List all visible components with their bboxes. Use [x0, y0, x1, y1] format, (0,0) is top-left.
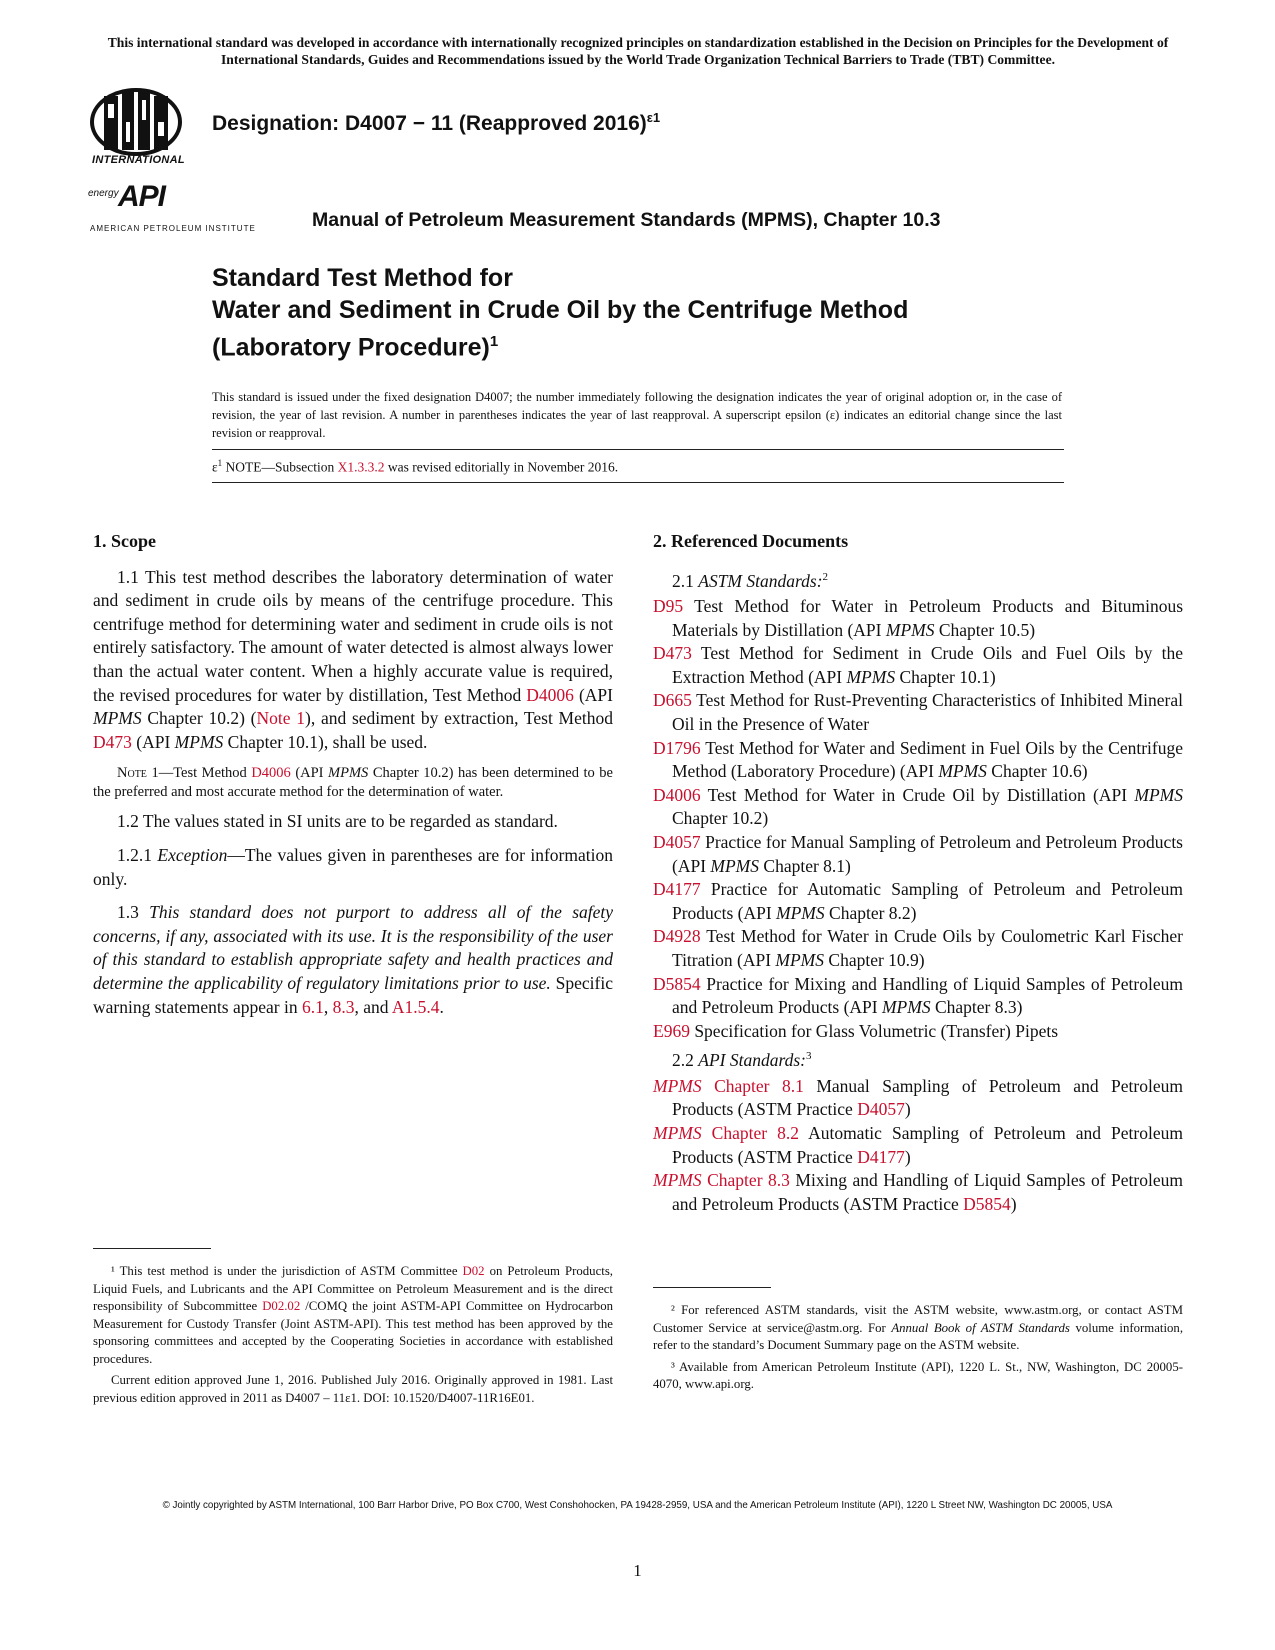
section-6-1-link[interactable]: 6.1 — [301, 996, 324, 1017]
astm-reference-item: D4177 Practice for Automatic Sampling of Petroleum and Petroleum Products (API MPMS Chapter 8.2) — [653, 879, 1183, 923]
left-column — [93, 530, 613, 1019]
astm-standards-label: 2.1 ASTM Standards:$^2$ — [672, 570, 829, 591]
title-line-3 — [212, 326, 1112, 363]
issuance-statement: This standard is issued under the fixed designation D4007; the number immediately following the designation indicates the year of original adoption or, in the case of revision, the year of last revision. A number in parentheses indicates the year of last reapproval. A superscript epsilon (ε) indicates an editorial change since the last revision or reapproval. — [212, 390, 1062, 440]
designation-epsilon: ε1 — [646, 110, 661, 125]
title-line-2: Water and Sediment in Crude Oil by the Centrifuge Method — [212, 296, 909, 324]
referenced-documents-heading: 2. Referenced Documents — [653, 531, 849, 551]
astm-reference-item: D4006 Test Method for Water in Crude Oil by Distillation (API MPMS Chapter 10.2) — [653, 784, 1183, 829]
footnote-rule — [93, 1248, 211, 1249]
astm-reference-list — [653, 595, 1183, 1043]
mpms-chapter: Manual of Petroleum Measurement Standards (MPMS), Chapter 10.3 — [312, 209, 941, 231]
api-reference-item: MPMS Chapter 8.3 Mixing and Handling of Liquid Samples of Petroleum and Petroleum Products (ASTM Practice D5854) — [653, 1170, 1183, 1214]
designation-text: Designation: D4007 − 11 (Reapproved 2016) — [212, 112, 647, 135]
astm-reference-item: D473 Test Method for Sediment in Crude Oils and Fuel Oils by the Extraction Method (API MPMS Chapter 10.1) — [653, 643, 1183, 687]
footnotes-left — [93, 1248, 613, 1407]
divider — [212, 482, 1064, 483]
page-number: 1 — [633, 1561, 642, 1580]
footnote-2: ² For referenced ASTM standards, visit the ASTM website, www.astm.org, or contact ASTM Customer Service at service@astm.org. For Annual Book of ASTM Standards volume information, refer to the standard’s Document Summary page on the ASTM website. — [653, 1303, 1184, 1352]
astm-reference-item: D95 Test Method for Water in Petroleum Products and Bituminous Materials by Distillation (API MPMS Chapter 10.5) — [653, 596, 1183, 640]
para-1-3: 1.3 This standard does not purport to address all of the safety concerns, if any, associated with its use. It is the responsibility of the user of this standard to establish appropriate safety and health practices and determine the applicability of regulatory limitations prior to use. Specific warning statements appear in 6.1, 8.3, and A1.5.4. — [93, 902, 614, 1017]
api-wordmark: API — [118, 180, 166, 213]
page-title — [212, 262, 1112, 363]
right-column — [653, 530, 1183, 1216]
api-subtitle: AMERICAN PETROLEUM INSTITUTE — [90, 224, 256, 233]
astm-practice-link[interactable]: D5854 — [963, 1193, 1011, 1214]
footnote-rule — [653, 1287, 771, 1288]
reference-code-link[interactable]: E969 — [653, 1020, 690, 1041]
d4006-link[interactable]: D4006 — [526, 684, 574, 705]
section-8-3-link[interactable]: 8.3 — [332, 996, 355, 1017]
reference-code-link[interactable]: D4177 — [653, 879, 701, 900]
astm-logo — [88, 82, 200, 178]
astm-reference-item: D5854 Practice for Mixing and Handling of Liquid Samples of Petroleum and Petroleum Products (API MPMS Chapter 8.3) — [653, 973, 1183, 1018]
reference-code-link[interactable]: D473 — [653, 643, 692, 664]
title-footnote-ref: 1 — [489, 333, 499, 350]
astm-reference-item: D665 Test Method for Rust-Preventing Characteristics of Inhibited Mineral Oil in the Presence of Water — [653, 690, 1183, 734]
eps-sup: 1 — [217, 458, 223, 468]
reference-code-link[interactable]: D4006 — [653, 784, 701, 805]
note-1-link[interactable]: Note 1 — [256, 708, 306, 729]
d473-link[interactable]: D473 — [93, 731, 132, 752]
footnotes-right — [653, 1287, 1183, 1394]
astm-logo-text: INTERNATIONAL — [92, 154, 185, 166]
eps-note-text-end: was revised editorially in November 2016. — [384, 459, 619, 475]
footnote-3: ³ Available from American Petroleum Institute (API), 1220 L. St., NW, Washington, DC 20005-4070, www.api.org. — [653, 1359, 1183, 1391]
para-1-2: 1.2 The values stated in SI units are to be regarded as standard. — [117, 811, 558, 832]
para-1-2-1: 1.2.1 Exception—The values given in parentheses are for information only. — [93, 844, 613, 889]
api-reference-item: MPMS Chapter 8.1 Manual Sampling of Petroleum and Petroleum Products (ASTM Practice D4057) — [653, 1075, 1183, 1120]
astm-reference-item: D4928 Test Method for Water in Crude Oils by Coulometric Karl Fischer Titration (API MPMS Chapter 10.9) — [653, 926, 1183, 970]
astm-reference-item: D1796 Test Method for Water and Sediment in Fuel Oils by the Centrifuge Method (Laboratory Procedure) (API MPMS Chapter 10.6) — [653, 737, 1183, 782]
api-reference-list — [653, 1075, 1183, 1217]
divider — [212, 449, 1064, 450]
reference-code-link[interactable]: D1796 — [653, 737, 701, 758]
subcommittee-d0202-link[interactable]: D02.02 — [262, 1299, 301, 1313]
mpms-chapter-link[interactable]: Chapter 8.1 — [701, 1075, 804, 1096]
d4006-link[interactable]: D4006 — [251, 765, 291, 782]
api-reference-item: MPMS Chapter 8.2 Automatic Sampling of Petroleum and Petroleum Products (ASTM Practice D4177) — [653, 1122, 1183, 1167]
api-logo — [88, 180, 256, 238]
reference-code-link[interactable]: D4057 — [653, 831, 701, 852]
astm-practice-link[interactable]: D4057 — [857, 1099, 905, 1120]
designation — [212, 110, 660, 136]
astm-reference-item: D4057 Practice for Manual Sampling of Petroleum and Petroleum Products (API MPMS Chapter 8.1) — [653, 831, 1183, 876]
eps-symbol: ε — [212, 459, 218, 475]
reference-code-link[interactable]: D4928 — [653, 926, 701, 947]
eps-note-text: NOTE—Subsection — [222, 459, 338, 475]
para-1-1: 1.1 This test method describes the laboratory determination of water and sediment in crude oils by means of the centrifuge procedure. This centrifuge method for determining water and sediment in crude oils is not entirely satisfactory. The amount of water detected is almost always lower than the actual water content. When a highly accurate value is required, the revised procedures for water by distillation, Test Method D4006 (API MPMS Chapter 10.2) (Note 1), and sediment by extraction, Test Method D473 (API MPMS Chapter 10.1), shall be used. — [93, 566, 613, 752]
reference-code-link[interactable]: D665 — [653, 690, 692, 711]
note-1: Note 1—Test Method D4006 (API MPMS Chapter 10.2) has been determined to be the preferred and most accurate method for the determination of water. — [93, 765, 613, 801]
astm-practice-link[interactable]: D4177 — [857, 1146, 905, 1167]
footnote-1: ¹ This test method is under the jurisdiction of ASTM Committee D02 on Petroleum Products, Liquid Fuels, and Lubricants and the API Committee on Petroleum Measurement and is the direct responsibility of Subcommittee D02.02 /COMQ the joint ASTM-API Committee on Hydrocarbon Measurement for Custody Transfer (Joint ASTM-API). This test method has been approved by the sponsoring committees and accepted by the Cooperating Societies in accordance with established procedures. — [93, 1264, 614, 1366]
api-standards-label: 2.2 API Standards:$^3$ — [672, 1050, 812, 1071]
epsilon-note — [212, 458, 618, 476]
tbt-notice: This international standard was developed in accordance with internationally recognized principles on standardization established in the Decision on Principles for the Development of International Standards, Guides and Recommendations issued by the World Trade Organization Technical Barriers to Trade (TBT) Committee. — [107, 35, 1169, 67]
copyright-line: © Jointly copyrighted by ASTM International, 100 Barr Harbor Drive, PO Box C700, West Conshohocken, PA 19428-2959, USA and the American Petroleum Institute (API), 1220 L Street NW, Washington DC 20005, USA — [162, 1500, 1113, 1511]
astm-reference-item: E969 Specification for Glass Volumetric (Transfer) Pipets — [653, 1020, 1059, 1041]
footnote-1-edition: Current edition approved June 1, 2016. Published July 2016. Originally approved in 1981. Last previous edition approved in 2011 as D4007 – 11ε1. DOI: 10.1520/D4007-11R16E01. — [93, 1373, 613, 1405]
reference-code-link[interactable]: D5854 — [653, 973, 701, 994]
api-energy-text: energy — [88, 188, 119, 199]
x1332-link[interactable]: X1.3.3.2 — [337, 459, 385, 475]
scope-heading: 1. Scope — [93, 531, 156, 551]
mpms-chapter-link[interactable]: Chapter 8.3 — [701, 1170, 790, 1191]
committee-d02-link[interactable]: D02 — [462, 1264, 485, 1278]
title-line-1: Standard Test Method for — [212, 264, 513, 292]
reference-code-link[interactable]: D95 — [653, 596, 684, 617]
section-a1-5-4-link[interactable]: A1.5.4 — [391, 996, 440, 1017]
mpms-chapter-link[interactable]: Chapter 8.2 — [701, 1122, 799, 1143]
title-line-3-text: (Laboratory Procedure) — [212, 333, 490, 362]
